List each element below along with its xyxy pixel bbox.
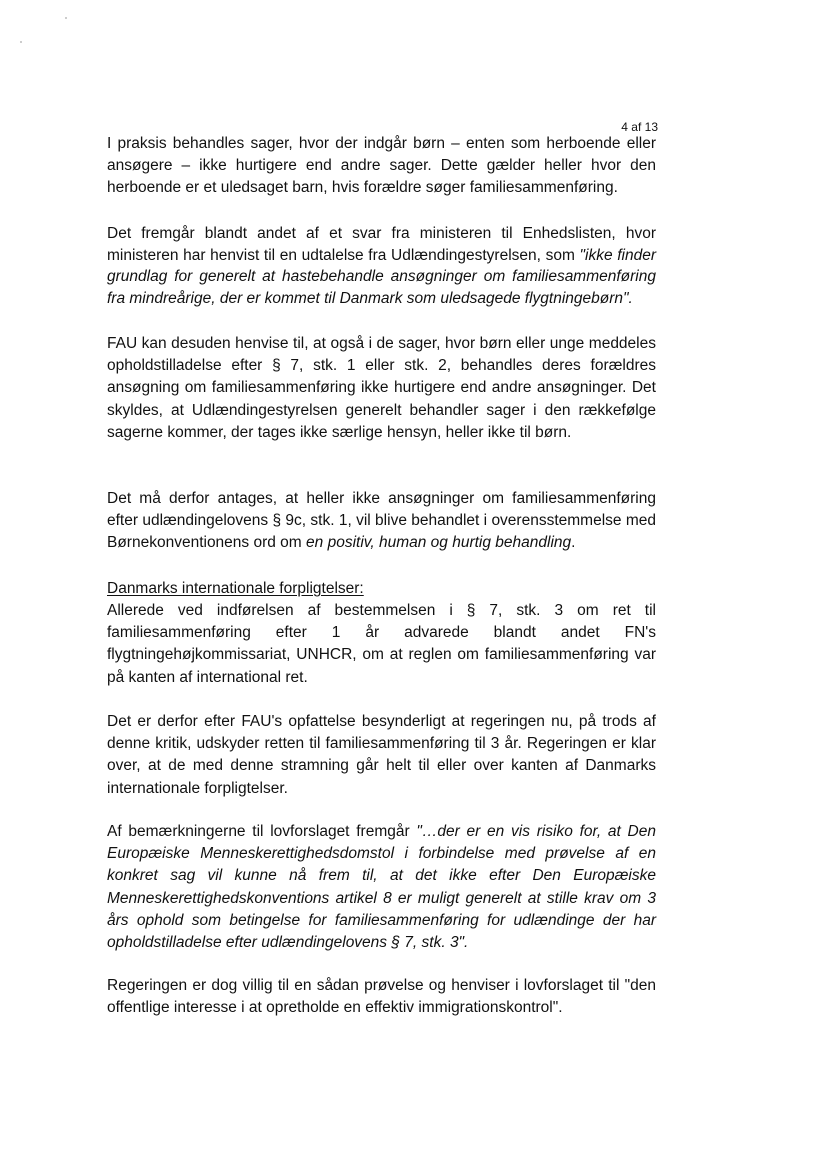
paragraph-bill-remarks xyxy=(107,821,656,954)
page-number: 4 af 13 xyxy=(621,120,658,134)
paragraph-fau-reference: FAU kan desuden henvise til, at også i de sager, hvor børn eller unge meddeles opholdstilladelse efter § 7, stk. 1 eller stk. 2, behandles deres forældres ansøgning om familiesammenføring ikke hurtigere end andre ansøgninger. Det skyldes, at Udlændingestyrelsen generelt behandler sager i den rækkefølge sagerne kommer, der tages ikke særlige hensyn, heller ikke til børn. xyxy=(107,335,656,441)
paragraph-minister-answer xyxy=(107,223,656,309)
paragraph-bill-remarks-text: Af bemærkningerne til lovforslaget fremgår xyxy=(107,823,417,840)
scan-speck xyxy=(20,41,22,43)
minister-quote: "ikke finder grundlag for generelt at hastebehandle ansøgninger om familiesammenføring fra mindreårige, der er kommet til Danmark som uledsagede flygtningebørn". xyxy=(107,246,656,307)
paragraph-conclusion-text: Det må derfor antages, at heller ikke ansøgninger om familiesammenføring efter udlændingelovens § 9c, stk. 1, vil blive behandlet i overensstemmelse med Børnekonventionens ord om xyxy=(107,490,656,552)
paragraph-government: Regeringen er dog villig til en sådan prøvelse og henviser i lovforslaget til "den offentlige interesse i at opretholde en effektiv immigrationskontrol". xyxy=(107,977,656,1017)
paragraph-conclusion-end: . xyxy=(571,534,576,552)
paragraph-minister-answer-text: Det fremgår blandt andet af et svar fra ministeren til Enhedslisten, hvor ministeren har henvist til en udtalelse fra Udlændingestyrelsen, som xyxy=(107,225,656,264)
section-heading: Danmarks internationale forpligtelser: xyxy=(107,580,364,597)
paragraph-children-cases: I praksis behandles sager, hvor der indgår børn – enten som herboende eller ansøgere – ikke hurtigere end andre sager. Dette gælder heller hvor den herboende er et uledsaget barn, hvis forældre søger familiesammenføring. xyxy=(107,135,656,197)
scan-speck xyxy=(65,17,67,19)
paragraph-unhcr-warning: Allerede ved indførelsen af bestemmelsen i § 7, stk. 3 om ret til familiesammenføring efter 1 år advarede blandt andet FN's flygtningehøjkommissariat, UNHCR, om at reglen om familiesammenføring var på kanten af international ret. xyxy=(107,602,656,686)
convention-quote: en positiv, human og hurtig behandling xyxy=(306,534,572,552)
bill-quote: "…der er en vis risiko for, at Den Europæiske Menneskerettighedsdomstol i forbindelse med prøvelse af en konkret sag vil kunne nå frem til, at det ikke efter Den Europæiske Menneskerettighedskonventions artikel 8 er muligt generelt at stille krav om 3 års ophold som betingelse for familiesammenføring for udlændinge der har opholdstilladelse efter udlændingelovens § 7, stk. 3". xyxy=(107,823,656,952)
paragraph-fau-opinion: Det er derfor efter FAU's opfattelse besynderligt at regeringen nu, på trods af denne kritik, udskyder retten til familiesammenføring til 3 år. Regeringen er klar over, at de med denne stramning går helt til eller over kanten af Danmarks internationale forpligtelser. xyxy=(107,713,656,797)
paragraph-conclusion xyxy=(107,488,656,555)
